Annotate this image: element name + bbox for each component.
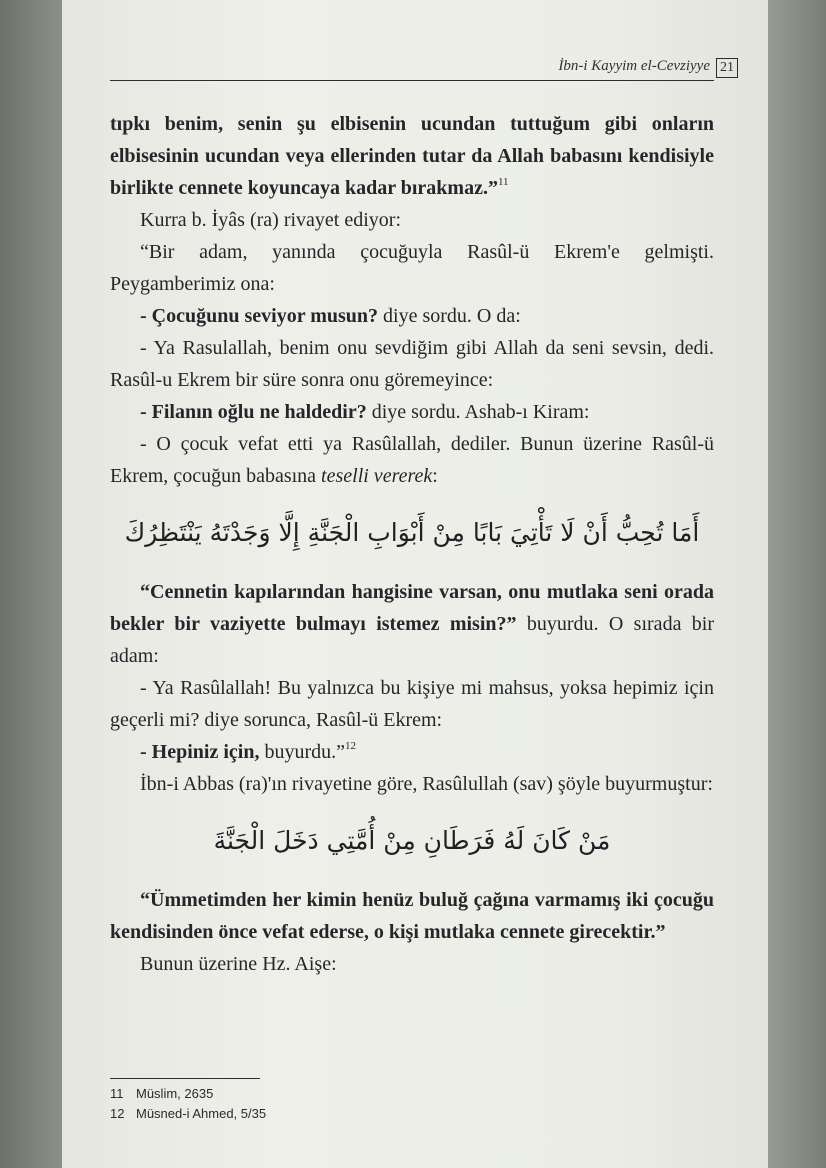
footnote-text: Müsned-i Ahmed, 5/35 — [136, 1106, 267, 1121]
footnote-ref-11: 11 — [497, 176, 509, 188]
footnotes — [110, 1084, 510, 1124]
paragraph-8-rest: buyurdu. O sırada bir adam: — [110, 613, 715, 667]
bold-answer: - Hepiniz için, — [140, 741, 260, 763]
paragraph-5: - Ya Rasulallah, benim onu sevdiğim gibi Allah da seni sevsin, dedi. Rasûl-u Ekrem bir süre sonra onu göremeyince: — [110, 337, 714, 391]
running-header-title: İbn-i Kayyim el-Cevziyye — [558, 58, 710, 74]
paragraph-4-rest: diye sordu. O da: — [378, 305, 521, 327]
header-rule — [110, 80, 714, 81]
footnote-rule — [110, 1078, 260, 1079]
body-text — [110, 108, 714, 980]
paragraph-4 — [110, 300, 714, 332]
paragraph-8 — [110, 576, 714, 672]
paragraph-7 — [110, 428, 714, 492]
paragraph-11: İbn-i Abbas (ra)'ın rivayetine göre, Rasûlullah (sav) şöyle buyurmuştur: — [140, 773, 713, 795]
paragraph-10-rest: buyurdu.” — [259, 741, 345, 763]
paragraph-6-rest: diye sordu. Ashab-ı Kiram: — [366, 401, 590, 423]
arabic-hadith-2: مَنْ كَانَ لَهُ فَرَطَانِ مِنْ أُمَّتِي دَخَلَ الْجَنَّةَ — [213, 826, 611, 855]
footnote-text: Müslim, 2635 — [136, 1086, 214, 1101]
bold-question: - Filanın oğlu ne haldedir? — [140, 401, 367, 423]
arabic-hadith-1: أَمَا تُحِبُّ أَنْ لَا تَأْتِيَ بَابًا مِنْ أَبْوَابِ الْجَنَّةِ إِلَّا وَجَدْتَهُ يَنْتَظِرُكَ — [124, 518, 700, 547]
paragraph-6 — [110, 396, 714, 428]
hadith-translation-bold: “Ümmetimden her kimin henüz buluğ çağına varmamış iki çocuğu kendisinden önce vefat ederse, o kişi mutlaka cennete girecektir.” — [110, 889, 714, 943]
paragraph-7-main: - O çocuk vefat etti ya Rasûlallah, dediler. Bunun üzerine Rasûl-ü Ekrem, çocuğun babasına — [110, 433, 714, 487]
paragraph-3: “Bir adam, yanında çocuğuyla Rasûl-ü Ekrem'e gelmişti. Peygamberimiz ona: — [110, 241, 714, 295]
paragraph-1 — [110, 108, 714, 204]
paragraph-7-end: : — [432, 465, 438, 487]
paragraph-2: Kurra b. İyâs (ra) rivayet ediyor: — [140, 209, 401, 231]
footnote-number: 12 — [110, 1106, 125, 1121]
footnote-11 — [110, 1084, 510, 1104]
paragraph-13: Bunun üzerine Hz. Aişe: — [140, 953, 337, 975]
hadith-translation-bold: “Cennetin kapılarından hangisine varsan, onu mutlaka seni orada bekler bir vaziyette bulmayı istemez misin?” — [110, 581, 714, 635]
paragraph-12 — [110, 884, 714, 948]
book-page — [62, 0, 768, 1168]
footnote-number: 11 — [110, 1086, 124, 1101]
italic-phrase: teselli vererek — [321, 465, 433, 487]
bold-question: - Çocuğunu seviyor musun? — [140, 305, 379, 327]
page-number: 21 — [716, 58, 738, 78]
paragraph-9: - Ya Rasûlallah! Bu yalnızca bu kişiye mi mahsus, yoksa hepimiz için geçerli mi? diye sorunca, Rasûl-ü Ekrem: — [110, 677, 714, 731]
footnote-ref-12: 12 — [345, 740, 356, 752]
scan-edge-left — [0, 0, 62, 1168]
footnote-12 — [110, 1104, 510, 1124]
hadith-text-bold: tıpkı benim, senin şu elbisenin ucundan tuttuğum gibi onların elbisesinin ucundan veya ellerinden tutar da Allah babasını kendisiyle birlikte cennete koyuncaya kadar bırakmaz.” — [110, 113, 714, 199]
paragraph-10 — [110, 736, 714, 768]
scan-edge-right — [768, 0, 826, 1168]
